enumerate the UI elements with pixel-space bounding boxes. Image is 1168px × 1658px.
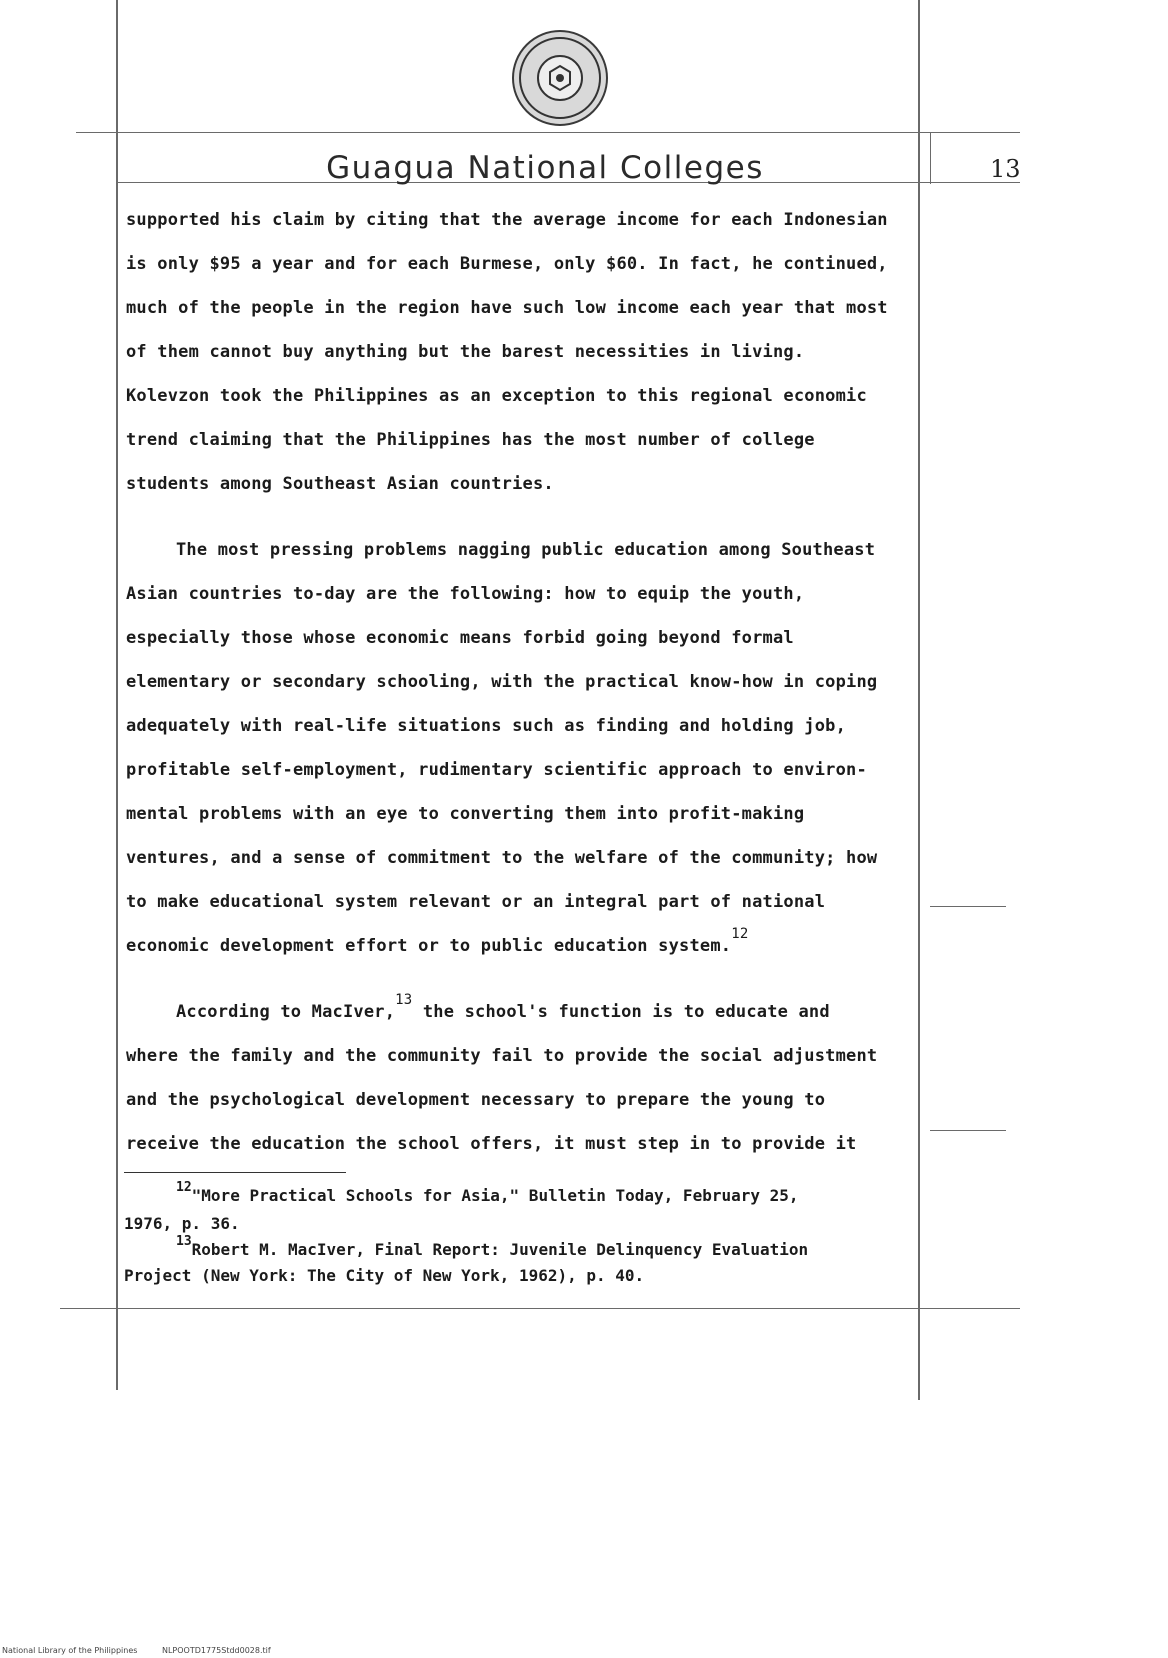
college-seal	[512, 30, 608, 126]
footnote-13	[176, 1234, 809, 1259]
text-line-with-ref	[126, 926, 976, 956]
text-line: receive the education the school offers, it must step in to provide it	[126, 1134, 857, 1154]
text-line-with-ref	[176, 992, 1026, 1022]
footnote-marker: 12	[176, 1180, 192, 1195]
text-line: Asian countries to-day are the following: how to equip the youth,	[126, 584, 805, 604]
text-line: The most pressing problems nagging public education among Southeast	[176, 540, 876, 560]
file-name: NLPOOTD1775Stdd0028.tif	[161, 1646, 271, 1655]
footnote-ref-12: 12	[731, 926, 749, 942]
text-line: Kolevzon took the Philippines as an exception to this regional economic	[126, 386, 867, 406]
text-segment: the school's function is to educate and	[422, 1002, 830, 1022]
page-number: 13	[990, 155, 1021, 183]
text-line: especially those whose economic means forbid going beyond formal	[126, 628, 794, 648]
footnote-ref-13: 13	[395, 992, 413, 1008]
footnote-13-continued: Project (New York: The City of New York, 1962), p. 40.	[124, 1266, 645, 1285]
footer-rule	[60, 1308, 1020, 1309]
text-line: much of the people in the region have such low income each year that most	[126, 298, 888, 318]
text-line: is only $95 a year and for each Burmese, only $60. In fact, he continued,	[126, 254, 888, 274]
text-segment: economic development effort or to public education system.	[126, 936, 732, 956]
text-line: where the family and the community fail to provide the social adjustment	[126, 1046, 878, 1066]
text-line: adequately with real-life situations such as finding and holding job,	[126, 716, 847, 736]
left-margin-rule	[116, 0, 118, 1390]
library-name: National Library of the Philippines	[2, 1646, 138, 1655]
header-top-rule	[76, 132, 1020, 133]
margin-tick	[930, 1130, 1006, 1131]
scan-source-caption	[2, 1646, 293, 1655]
text-line: profitable self-employment, rudimentary scientific approach to environ-	[126, 760, 867, 780]
footnote-marker: 13	[176, 1234, 192, 1249]
footnote-12	[176, 1180, 799, 1205]
text-line: mental problems with an eye to converting them into profit-making	[126, 804, 805, 824]
text-line: to make educational system relevant or an integral part of national	[126, 892, 826, 912]
text-line: students among Southeast Asian countries.	[126, 474, 554, 494]
footnote-12-continued: 1976, p. 36.	[124, 1214, 240, 1233]
page-title: Guagua National Colleges	[326, 150, 764, 186]
text-segment: According to MacIver,	[176, 1002, 396, 1022]
text-line: ventures, and a sense of commitment to the welfare of the community; how	[126, 848, 878, 868]
text-line: of them cannot buy anything but the barest necessities in living.	[126, 342, 805, 362]
text-line: and the psychological development necessary to prepare the young to	[126, 1090, 826, 1110]
text-line: elementary or secondary schooling, with the practical know-how in coping	[126, 672, 878, 692]
text-line: trend claiming that the Philippines has the most number of college	[126, 430, 815, 450]
footnote-text: "More Practical Schools for Asia," Bulletin Today, February 25,	[191, 1186, 799, 1205]
college-seal-icon	[514, 32, 606, 124]
text-line: supported his claim by citing that the average income for each Indonesian	[126, 210, 888, 230]
footnote-separator	[124, 1172, 346, 1173]
footnote-text: Robert M. MacIver, Final Report: Juvenile Delinquency Evaluation	[191, 1240, 809, 1259]
